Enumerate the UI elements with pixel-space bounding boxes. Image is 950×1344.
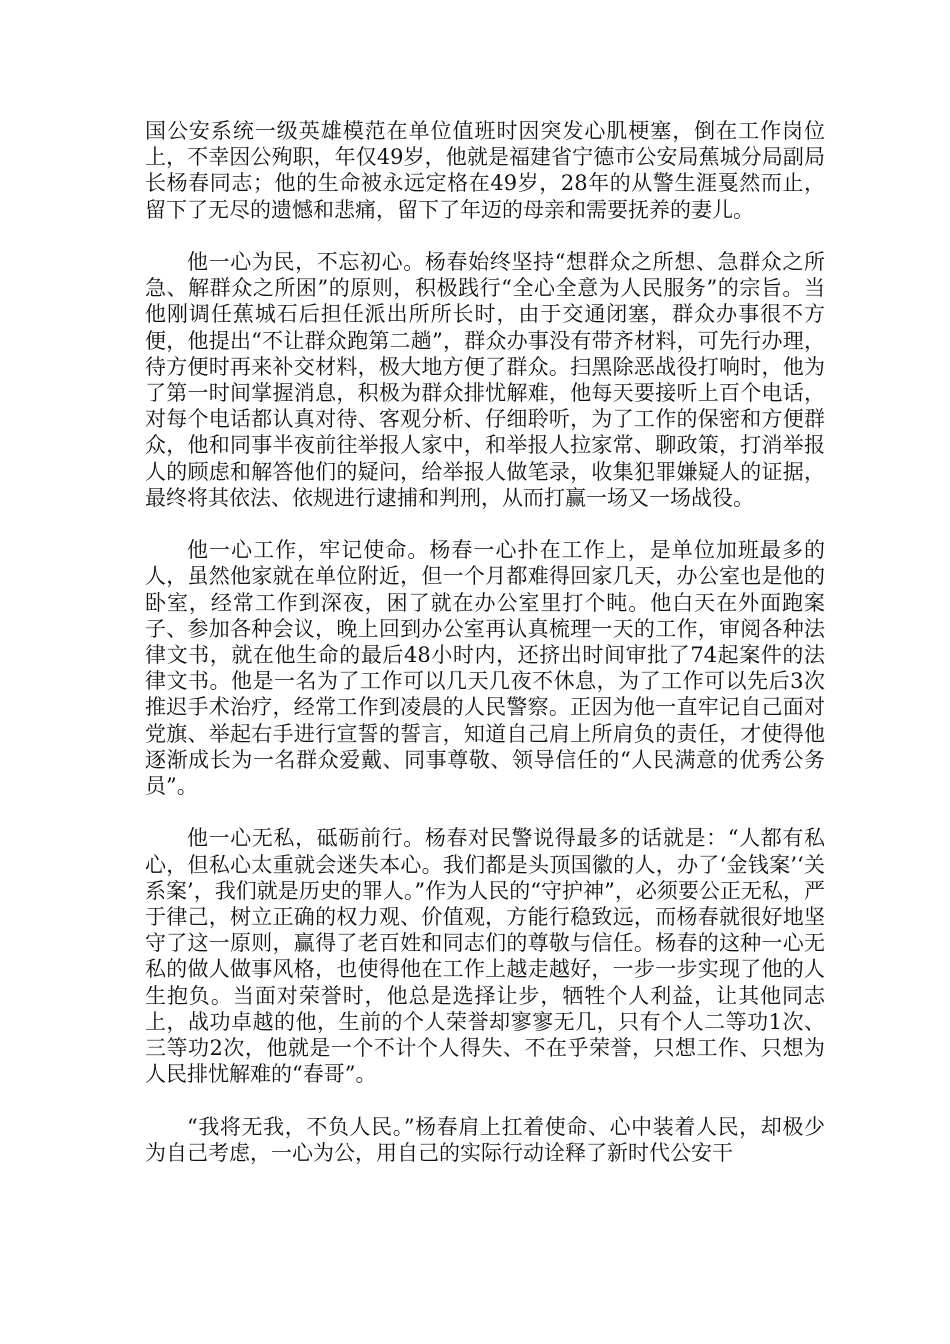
document-body — [145, 118, 825, 1166]
paragraph-selfless: 他一心无私，砥砺前行。杨春对民警说得最多的话就是：“人都有私心，但私心太重就会迷失本心。我们都是头顶国徽的人，办了‘金钱案’‘关系案’，我们就是历史的罪人。”作为人民的“守护神”，必须要公正无私，严于律己，树立正确的权力观、价值观，方能行稳致远，而杨春就很好地坚守了这一原则，赢得了老百姓和同志们的尊敬与信任。杨春的这种一心无私的做人做事风格，也使得他在工作上越走越好，一步一步实现了他的人生抱负。当面对荣誉时，他总是选择让步，牺牲个人利益，让其他同志上，战功卓越的他，生前的个人荣誉却寥寥无几，只有个人二等功1次、三等功2次，他就是一个不计个人得失、不在乎荣誉，只想工作、只想为人民排忧解难的“春哥”。 — [145, 826, 825, 1087]
paragraph-dedicated-to-work: 他一心工作，牢记使命。杨春一心扑在工作上，是单位加班最多的人，虽然他家就在单位附近，但一个月都难得回家几天，办公室也是他的卧室，经常工作到深夜，困了就在办公室里打个盹。他白天在外面跑案子、参加各种会议，晚上回到办公室再认真梳理一天的工作，审阅各种法律文书，就在他生命的最后48小时内，还挤出时间审批了74起案件的法律文书。他是一名为了工作可以几天几夜不休息，为了工作可以先后3次推迟手术治疗，经常工作到凌晨的人民警察。正因为他一直牢记自己面对党旗、举起右手进行宣誓的誓言，知道自己肩上所肩负的责任，才使得他逐渐成长为一名群众爱戴、同事尊敬、领导信任的“人民满意的优秀公务员”。 — [145, 538, 825, 799]
paragraph-intro: 国公安系统一级英雄模范在单位值班时因突发心肌梗塞，倒在工作岗位上，不幸因公殉职，年仅49岁，他就是福建省宁德市公安局蕉城分局副局长杨春同志；他的生命被永远定格在49岁，28年的从警生涯戛然而止，留下了无尽的遗憾和悲痛，留下了年迈的母亲和需要抚养的妻儿。 — [145, 119, 825, 222]
paragraph-for-the-people: 他一心为民，不忘初心。杨春始终坚持“想群众之所想、急群众之所急、解群众之所困”的原则，积极践行“全心全意为人民服务”的宗旨。当他刚调任蕉城石后担任派出所所长时，由于交通闭塞，群众办事很不方便，他提出“不让群众跑第二趟”，群众办事没有带齐材料，可先行办理，待方便时再来补交材料，极大地方便了群众。扫黑除恶战役打响时，他为了第一时间掌握消息，积极为群众排忧解难，他每天要接听上百个电话，对每个电话都认真对待、客观分析、仔细聆听，为了工作的保密和方便群众，他和同事半夜前往举报人家中，和举报人拉家常、聊政策，打消举报人的顾虑和解答他们的疑问，给举报人做笔录，收集犯罪嫌疑人的证据，最终将其依法、依规进行逮捕和判刑，从而打赢一场又一场战役。 — [145, 250, 825, 510]
paragraph-conclusion: “我将无我，不负人民。”杨春肩上扛着使命、心中装着人民，却极少为自己考虑，一心为公，用自己的实际行动诠释了新时代公安干 — [145, 1114, 825, 1165]
